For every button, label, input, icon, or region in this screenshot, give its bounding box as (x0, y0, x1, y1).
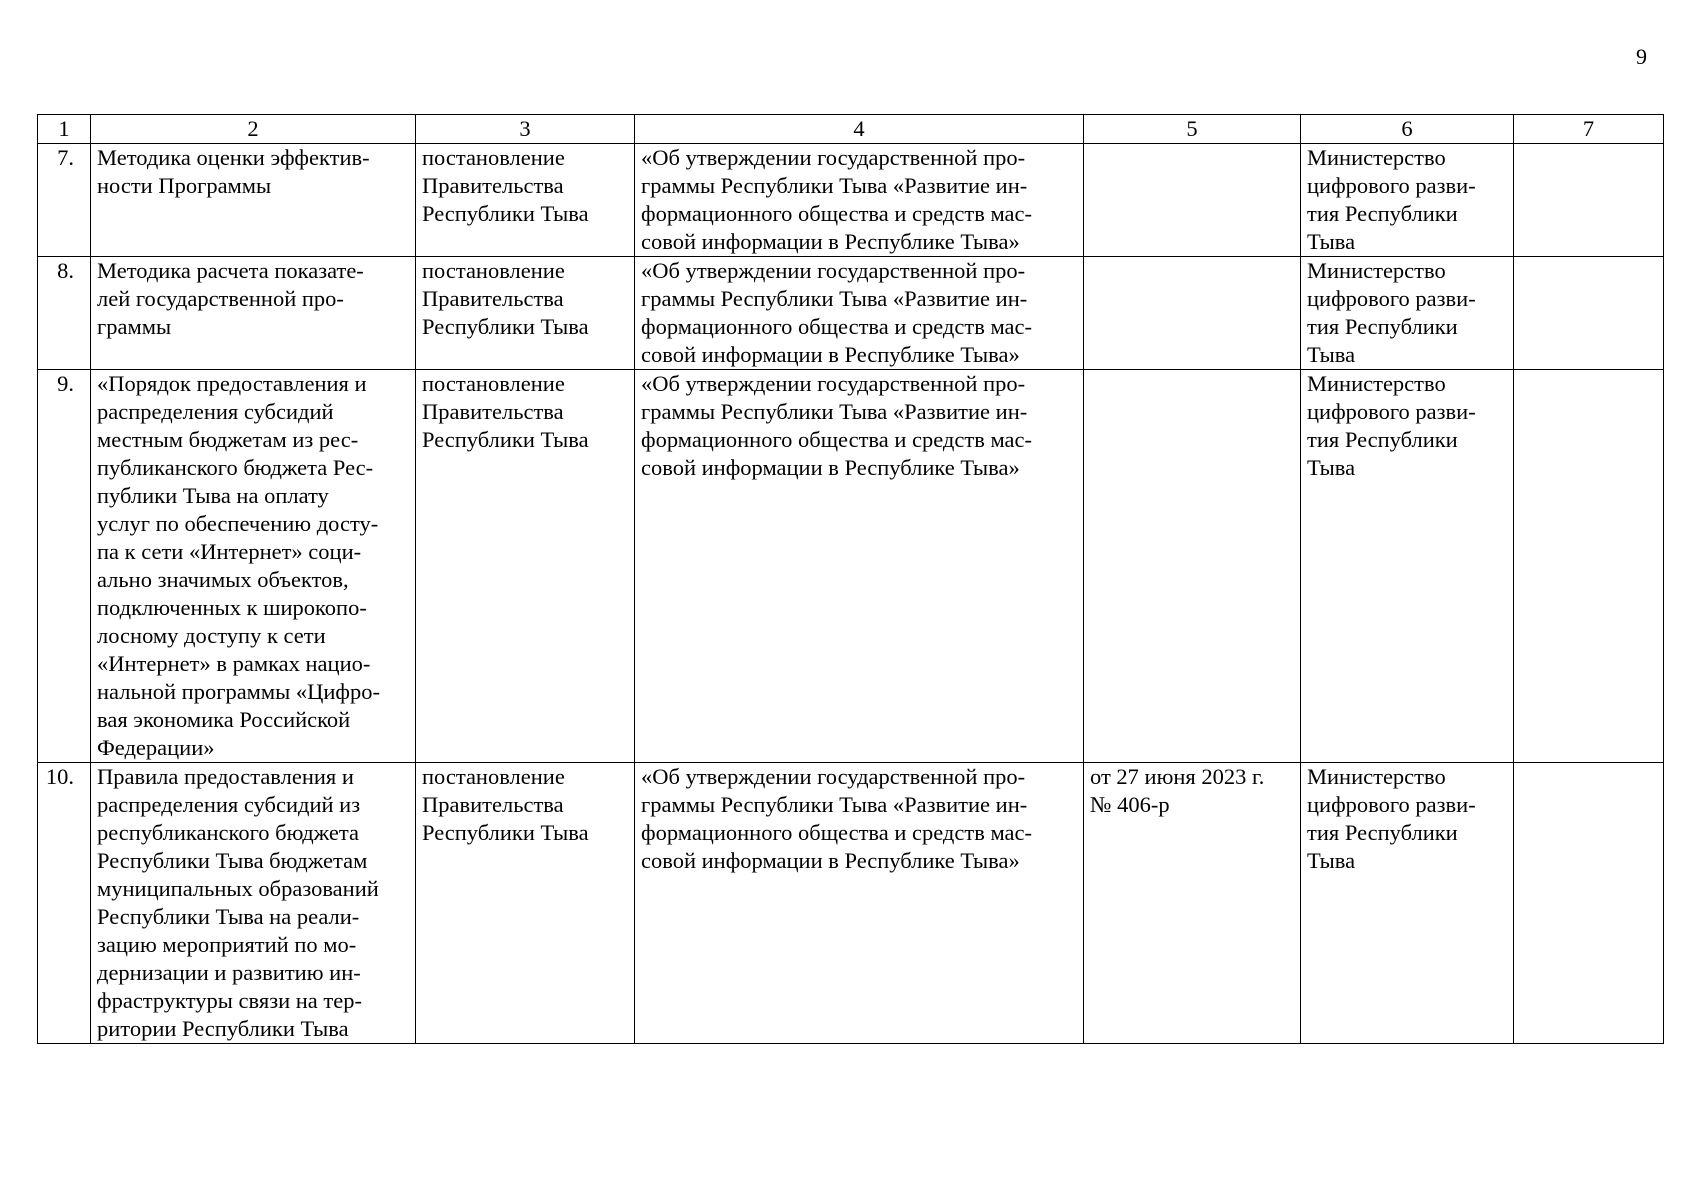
page-number: 9 (1636, 44, 1647, 69)
column-7-cell (1514, 144, 1664, 257)
responsible-executor: Министерство цифрового разви- тия Республики Тыва (1301, 257, 1514, 370)
adoption-date (1084, 144, 1301, 257)
table-row (38, 257, 1664, 370)
table-row (38, 144, 1664, 257)
row-number: 8. (38, 257, 91, 370)
column-7-cell (1514, 257, 1664, 370)
adoption-date (1084, 370, 1301, 763)
column-header: 3 (416, 115, 635, 144)
column-header: 5 (1084, 115, 1301, 144)
column-header: 1 (38, 115, 91, 144)
column-header: 7 (1514, 115, 1664, 144)
column-header: 4 (635, 115, 1084, 144)
document-title: «Об утверждении государственной про- граммы Республики Тыва «Развитие ин- формационного общества и средств мас- совой информации в Республике Тыва» (635, 257, 1084, 370)
document-name: Правила предоставления и распределения субсидий из республиканского бюджета Республики Тыва бюджетам муниципальных образований Республики Тыва на реали- зацию мероприятий по мо- дернизации и развитию ин- фраструктуры связи на тер- ритории Республики Тыва (91, 763, 416, 1044)
column-7-cell (1514, 763, 1664, 1044)
table-row (38, 763, 1664, 1044)
document-type: постановление Правительства Республики Тыва (416, 370, 635, 763)
document-title: «Об утверждении государственной про- граммы Республики Тыва «Развитие ин- формационного общества и средств мас- совой информации в Республике Тыва» (635, 370, 1084, 763)
document-type: постановление Правительства Республики Тыва (416, 144, 635, 257)
document-table (37, 114, 1664, 1044)
column-7-cell (1514, 370, 1664, 763)
document-name: Методика расчета показате- лей государственной про- граммы (91, 257, 416, 370)
adoption-date: от 27 июня 2023 г. № 406-р (1084, 763, 1301, 1044)
row-number: 10. (38, 763, 91, 1044)
document-type: постановление Правительства Республики Тыва (416, 257, 635, 370)
responsible-executor: Министерство цифрового разви- тия Республики Тыва (1301, 144, 1514, 257)
document-title: «Об утверждении государственной про- граммы Республики Тыва «Развитие ин- формационного общества и средств мас- совой информации в Республике Тыва» (635, 763, 1084, 1044)
adoption-date (1084, 257, 1301, 370)
table-header-row (38, 115, 1664, 144)
responsible-executor: Министерство цифрового разви- тия Республики Тыва (1301, 370, 1514, 763)
document-name: Методика оценки эффектив- ности Программы (91, 144, 416, 257)
column-header: 2 (91, 115, 416, 144)
responsible-executor: Министерство цифрового разви- тия Республики Тыва (1301, 763, 1514, 1044)
row-number: 9. (38, 370, 91, 763)
row-number: 7. (38, 144, 91, 257)
table-row (38, 370, 1664, 763)
document-name: «Порядок предоставления и распределения субсидий местным бюджетам из рес- публиканского бюджета Рес- публики Тыва на оплату услуг по обеспечению досту- па к сети «Интернет» соци- ально значимых объектов, подключенных к широкопо- лосному доступу к сети «Интернет» в рамках нацио- нальной программы «Цифро- вая экономика Российской Федерации» (91, 370, 416, 763)
document-type: постановление Правительства Республики Тыва (416, 763, 635, 1044)
document-title: «Об утверждении государственной про- граммы Республики Тыва «Развитие ин- формационного общества и средств мас- совой информации в Республике Тыва» (635, 144, 1084, 257)
column-header: 6 (1301, 115, 1514, 144)
